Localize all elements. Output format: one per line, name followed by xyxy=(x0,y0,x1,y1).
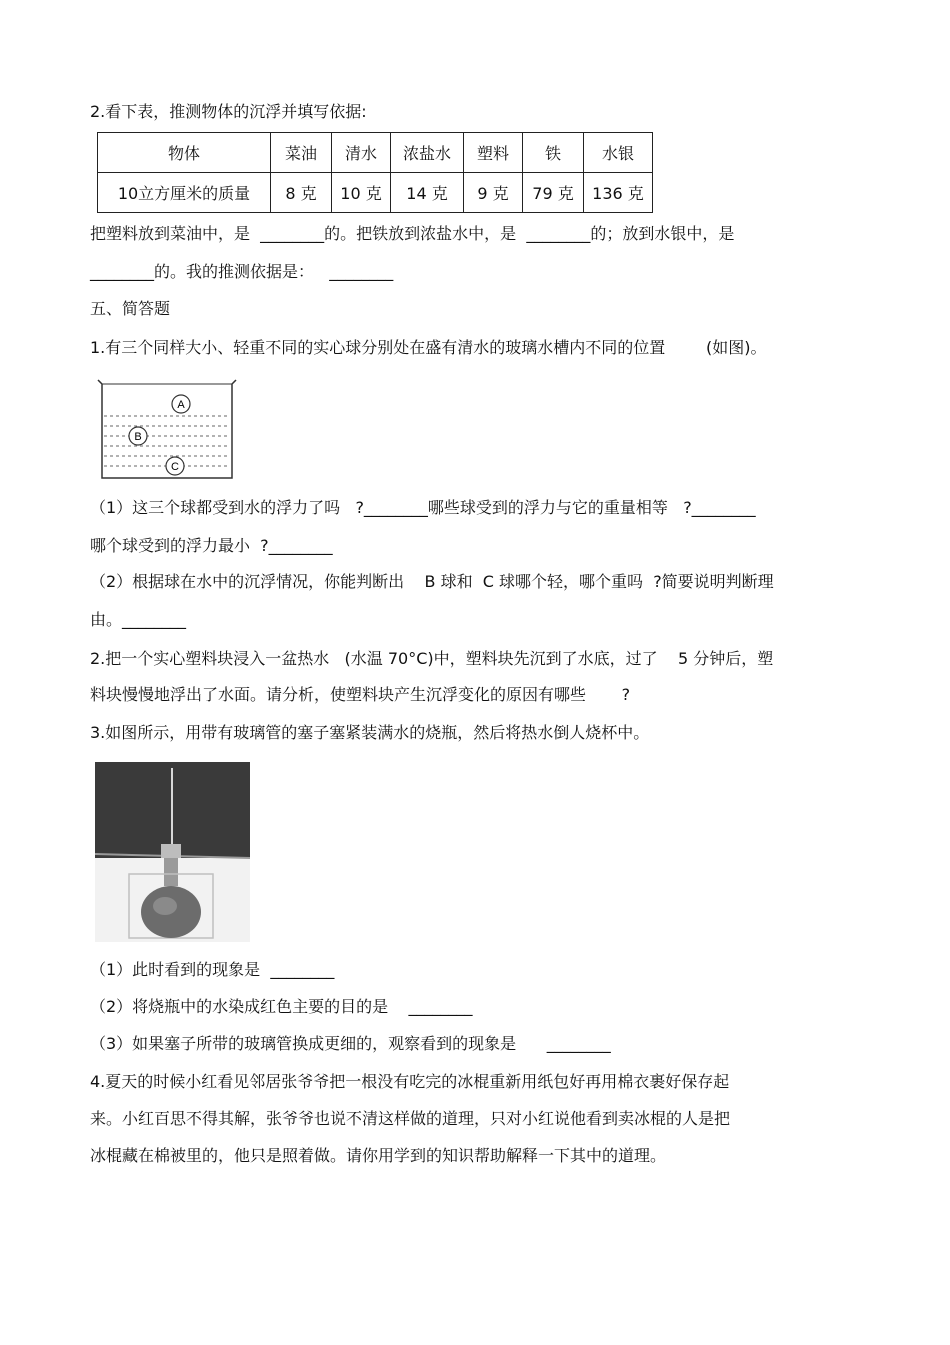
p2-line-2: 料块慢慢地浮出了水面。请分析，使塑料块产生沉浮变化的原因有哪些 ? xyxy=(90,685,631,704)
table-cell: 清水 xyxy=(332,133,391,173)
p4-line-1: 4.夏天的时候小红看见邻居张爷爷把一根没有吃完的冰棍重新用纸包好再用棉衣裹好保存起 xyxy=(90,1072,730,1091)
p4-line-2: 来。小红百思不得其解，张爷爷也说不清这样做的道理，只对小红说他看到卖冰棍的人是把 xyxy=(90,1109,731,1128)
table-cell: 136 克 xyxy=(584,173,653,213)
flask-photo xyxy=(95,762,250,942)
table-cell: 铁 xyxy=(523,133,584,173)
table-cell: 物体 xyxy=(98,133,271,173)
ball-c-label: C xyxy=(171,461,179,473)
p3-sub2: （2）将烧瓶中的水染成红色主要的目的是 ________ xyxy=(90,997,473,1016)
water-tank-figure xyxy=(92,374,242,484)
table-row xyxy=(98,173,653,213)
p2-line-1: 2.把一个实心塑料块浸入一盆热水 (水温 70°C)中，塑料块先沉到了水底，过了 5 分钟后，塑 xyxy=(90,649,774,668)
p1-sub1-line-1: （1）这三个球都受到水的浮力了吗 ?________哪些球受到的浮力与它的重量相等 ?________ xyxy=(90,498,756,517)
section-heading: 五、简答题 xyxy=(90,299,171,318)
p1-sub2-line-2: 由。________ xyxy=(90,610,187,629)
q2-fill-line-2: ________的。我的推测依据是： ________ xyxy=(90,262,394,281)
q2-fill-line-1: 把塑料放到菜油中，是 ________的。把铁放到浓盐水中，是 ________的；放到水银中，是 xyxy=(90,224,735,243)
p3-sub3: （3）如果塞子所带的玻璃管换成更细的，观察看到的现象是 ________ xyxy=(90,1034,611,1053)
p3-stem: 3.如图所示，用带有玻璃管的塞子塞紧装满水的烧瓶，然后将热水倒人烧杯中。 xyxy=(90,723,650,742)
table-cell: 8 克 xyxy=(271,173,332,213)
table-header-row xyxy=(98,133,653,173)
p3-sub1: （1）此时看到的现象是 ________ xyxy=(90,960,335,979)
ball-a-label: A xyxy=(177,399,185,411)
density-table xyxy=(97,132,653,213)
table-cell: 塑料 xyxy=(464,133,523,173)
table-cell: 10 克 xyxy=(332,173,391,213)
table-cell: 菜油 xyxy=(271,133,332,173)
table-cell: 9 克 xyxy=(464,173,523,213)
table-cell: 10立方厘米的质量 xyxy=(98,173,271,213)
p1-sub2-line-1: （2）根据球在水中的沉浮情况，你能判断出 B 球和 C 球哪个轻，哪个重吗 ?简要说明判断理 xyxy=(90,572,774,591)
table-cell: 水银 xyxy=(584,133,653,173)
p4-line-3: 冰棍藏在棉被里的，他只是照着做。请你用学到的知识帮助解释一下其中的道理。 xyxy=(90,1146,667,1165)
table-cell: 浓盐水 xyxy=(391,133,464,173)
q2-title: 2.看下表，推测物体的沉浮并填写依据: xyxy=(90,102,367,121)
p1-sub1-line-2: 哪个球受到的浮力最小 ?________ xyxy=(90,536,333,555)
p1-stem: 1.有三个同样大小、轻重不同的实心球分别处在盛有清水的玻璃水槽内不同的位置 (如图)。 xyxy=(90,338,767,357)
ball-b-label: B xyxy=(134,431,142,443)
table-cell: 79 克 xyxy=(523,173,584,213)
table-cell: 14 克 xyxy=(391,173,464,213)
